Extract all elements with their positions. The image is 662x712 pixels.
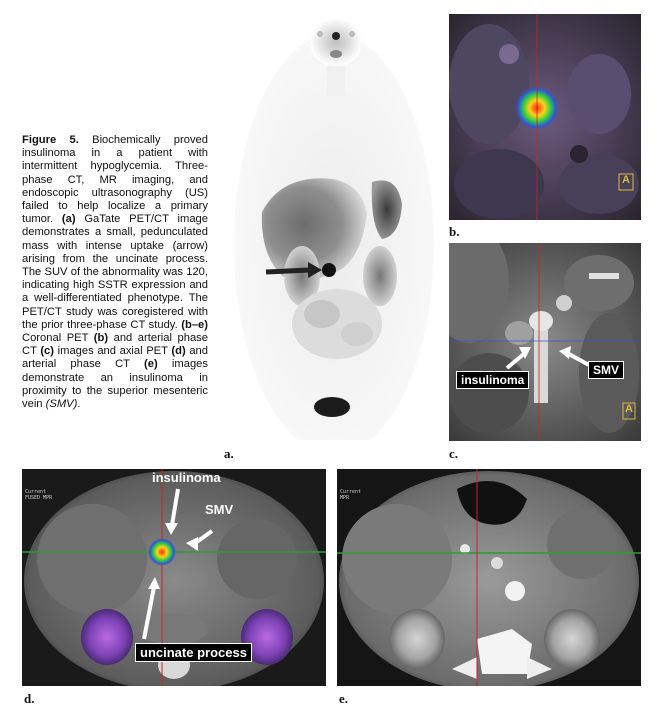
panel-b-coronal-pet xyxy=(449,14,641,220)
panel-c-orientation-marker: A xyxy=(625,403,633,415)
caption-ref-b: (b) xyxy=(93,332,109,345)
panel-d-corner-text: Current FUSED MPR xyxy=(25,489,53,501)
caption-ref-a: (a) xyxy=(61,213,76,226)
caption-head: Figure 5. xyxy=(22,134,79,146)
panel-c-coronal-ct xyxy=(449,243,641,441)
caption-text-3: Coronal PET xyxy=(22,332,94,345)
caption-end: . xyxy=(77,398,81,411)
panel-a-label: a. xyxy=(224,446,234,461)
figure-caption xyxy=(22,134,208,411)
panel-b-orientation-marker: A xyxy=(622,174,630,186)
panel-c-smv-label: SMV xyxy=(588,361,624,379)
panel-d-smv-label: SMV xyxy=(205,502,234,517)
panel-d-uncinate-label: uncinate process xyxy=(135,643,252,662)
caption-text-5: images and axial PET xyxy=(54,345,172,358)
pet-mip-image xyxy=(222,14,440,440)
coronal-ct-image xyxy=(449,243,641,441)
caption-smv: (SMV) xyxy=(45,398,78,411)
panel-d-insulinoma-label: insulinoma xyxy=(152,470,221,485)
panel-b-label: b. xyxy=(449,224,460,239)
caption-text-7: images demonstrate an insulinoma in proximity to the superior mesenteric vein xyxy=(22,358,208,411)
caption-ref-d: (d) xyxy=(171,345,186,358)
caption-ref-c: (c) xyxy=(40,345,55,358)
panel-e-corner-text: Current MPR xyxy=(340,489,362,501)
caption-text-6: and arterial phase CT xyxy=(22,345,208,371)
panel-a-pet-mip xyxy=(222,14,440,440)
caption-text-2: GaTate PET/CT image demonstrates a small, pedunculated mass with intense uptake (arrow) arising from the uncinate process. The SUV of the abnormality was 120, indicating high SSTR expression and a well-differentiated phenotype. The PET/CT study was coregistered with the prior three-phase CT study. xyxy=(22,213,208,331)
axial-ct-image xyxy=(337,469,641,686)
panel-c-insulinoma-label: insulinoma xyxy=(456,371,529,389)
caption-ref-be: (b–e) xyxy=(181,318,208,331)
caption-text-1: Biochemically proved insulinoma in a patient with intermittent hypoglycemia. Three-phase CT, MR imaging, and endoscopic ultrasonography (US) failed to help localize a primary tumor. xyxy=(22,134,208,226)
panel-e-axial-ct xyxy=(337,469,641,686)
panel-d-label: d. xyxy=(24,691,35,706)
panel-c-label: c. xyxy=(449,446,459,461)
panel-d-axial-pet xyxy=(22,469,326,686)
panel-e-label: e. xyxy=(339,691,349,706)
caption-ref-e: (e) xyxy=(144,358,158,371)
coronal-pet-image xyxy=(449,14,641,220)
caption-text-4: and arterial phase CT xyxy=(22,332,208,358)
